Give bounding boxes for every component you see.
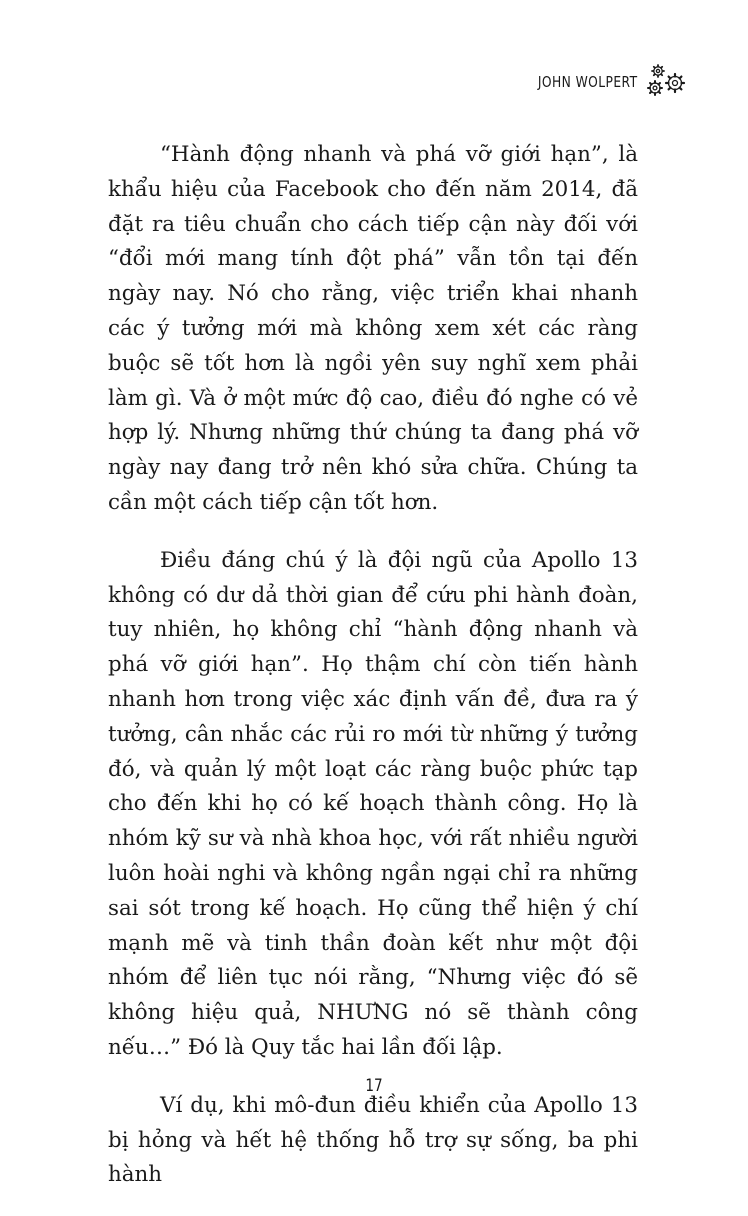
paragraph-2: Điều đáng chú ý là đội ngũ của Apollo 13 không có dư dả thời gian để cứu phi hành đoàn, tuy nhiên, họ không chỉ “hành động nhanh và phá vỡ giới hạn”. Họ thậm chí còn tiến hành nhanh hơn trong việc xác định vấn đề, đưa ra ý tưởng, cân nhắc các rủi ro mới từ những ý tưởng đó, và quản lý một loạt các ràng buộc phức tạp cho đến khi họ có kế hoạch thành công. Họ là nhóm kỹ sư và nhà khoa học, với rất nhiều người luôn hoài nghi và không ngần ngại chỉ ra những sai sót trong kế hoạch. Họ cũng thể hiện ý chí mạnh mẽ và tinh thần đoàn kết như một đội nhóm để liên tục nói rằng, “Nhưng việc đó sẽ không hiệu quả, NHƯNG nó sẽ thành công nếu…” Đó là Quy tắc hai lần đối lập. (108, 547, 638, 1060)
paragraph-3: Ví dụ, khi mô-đun điều khiển của Apollo 13 bị hỏng và hết hệ thống hỗ trợ sự sống, ba phi hành (108, 1092, 638, 1188)
page-number: 17 (365, 1076, 383, 1096)
gears-icon (644, 62, 690, 102)
author-name: JOHN WOLPERT (538, 73, 638, 91)
paragraph-1: “Hành động nhanh và phá vỡ giới hạn”, là khẩu hiệu của Facebook cho đến năm 2014, đã đặt ra tiêu chuẩn cho cách tiếp cận này đối với “đổi mới mang tính đột phá” vẫn tồn tại đến ngày nay. Nó cho rằng, việc triển khai nhanh các ý tưởng mới mà không xem xét các ràng buộc sẽ tốt hơn là ngồi yên suy nghĩ xem phải làm gì. Và ở một mức độ cao, điều đó nghe có vẻ hợp lý. Nhưng những thứ chúng ta đang phá vỡ ngày nay đang trở nên khó sửa chữa. Chúng ta cần một cách tiếp cận tốt hơn. (108, 142, 638, 515)
running-header (516, 62, 690, 102)
body-text (108, 138, 638, 1216)
